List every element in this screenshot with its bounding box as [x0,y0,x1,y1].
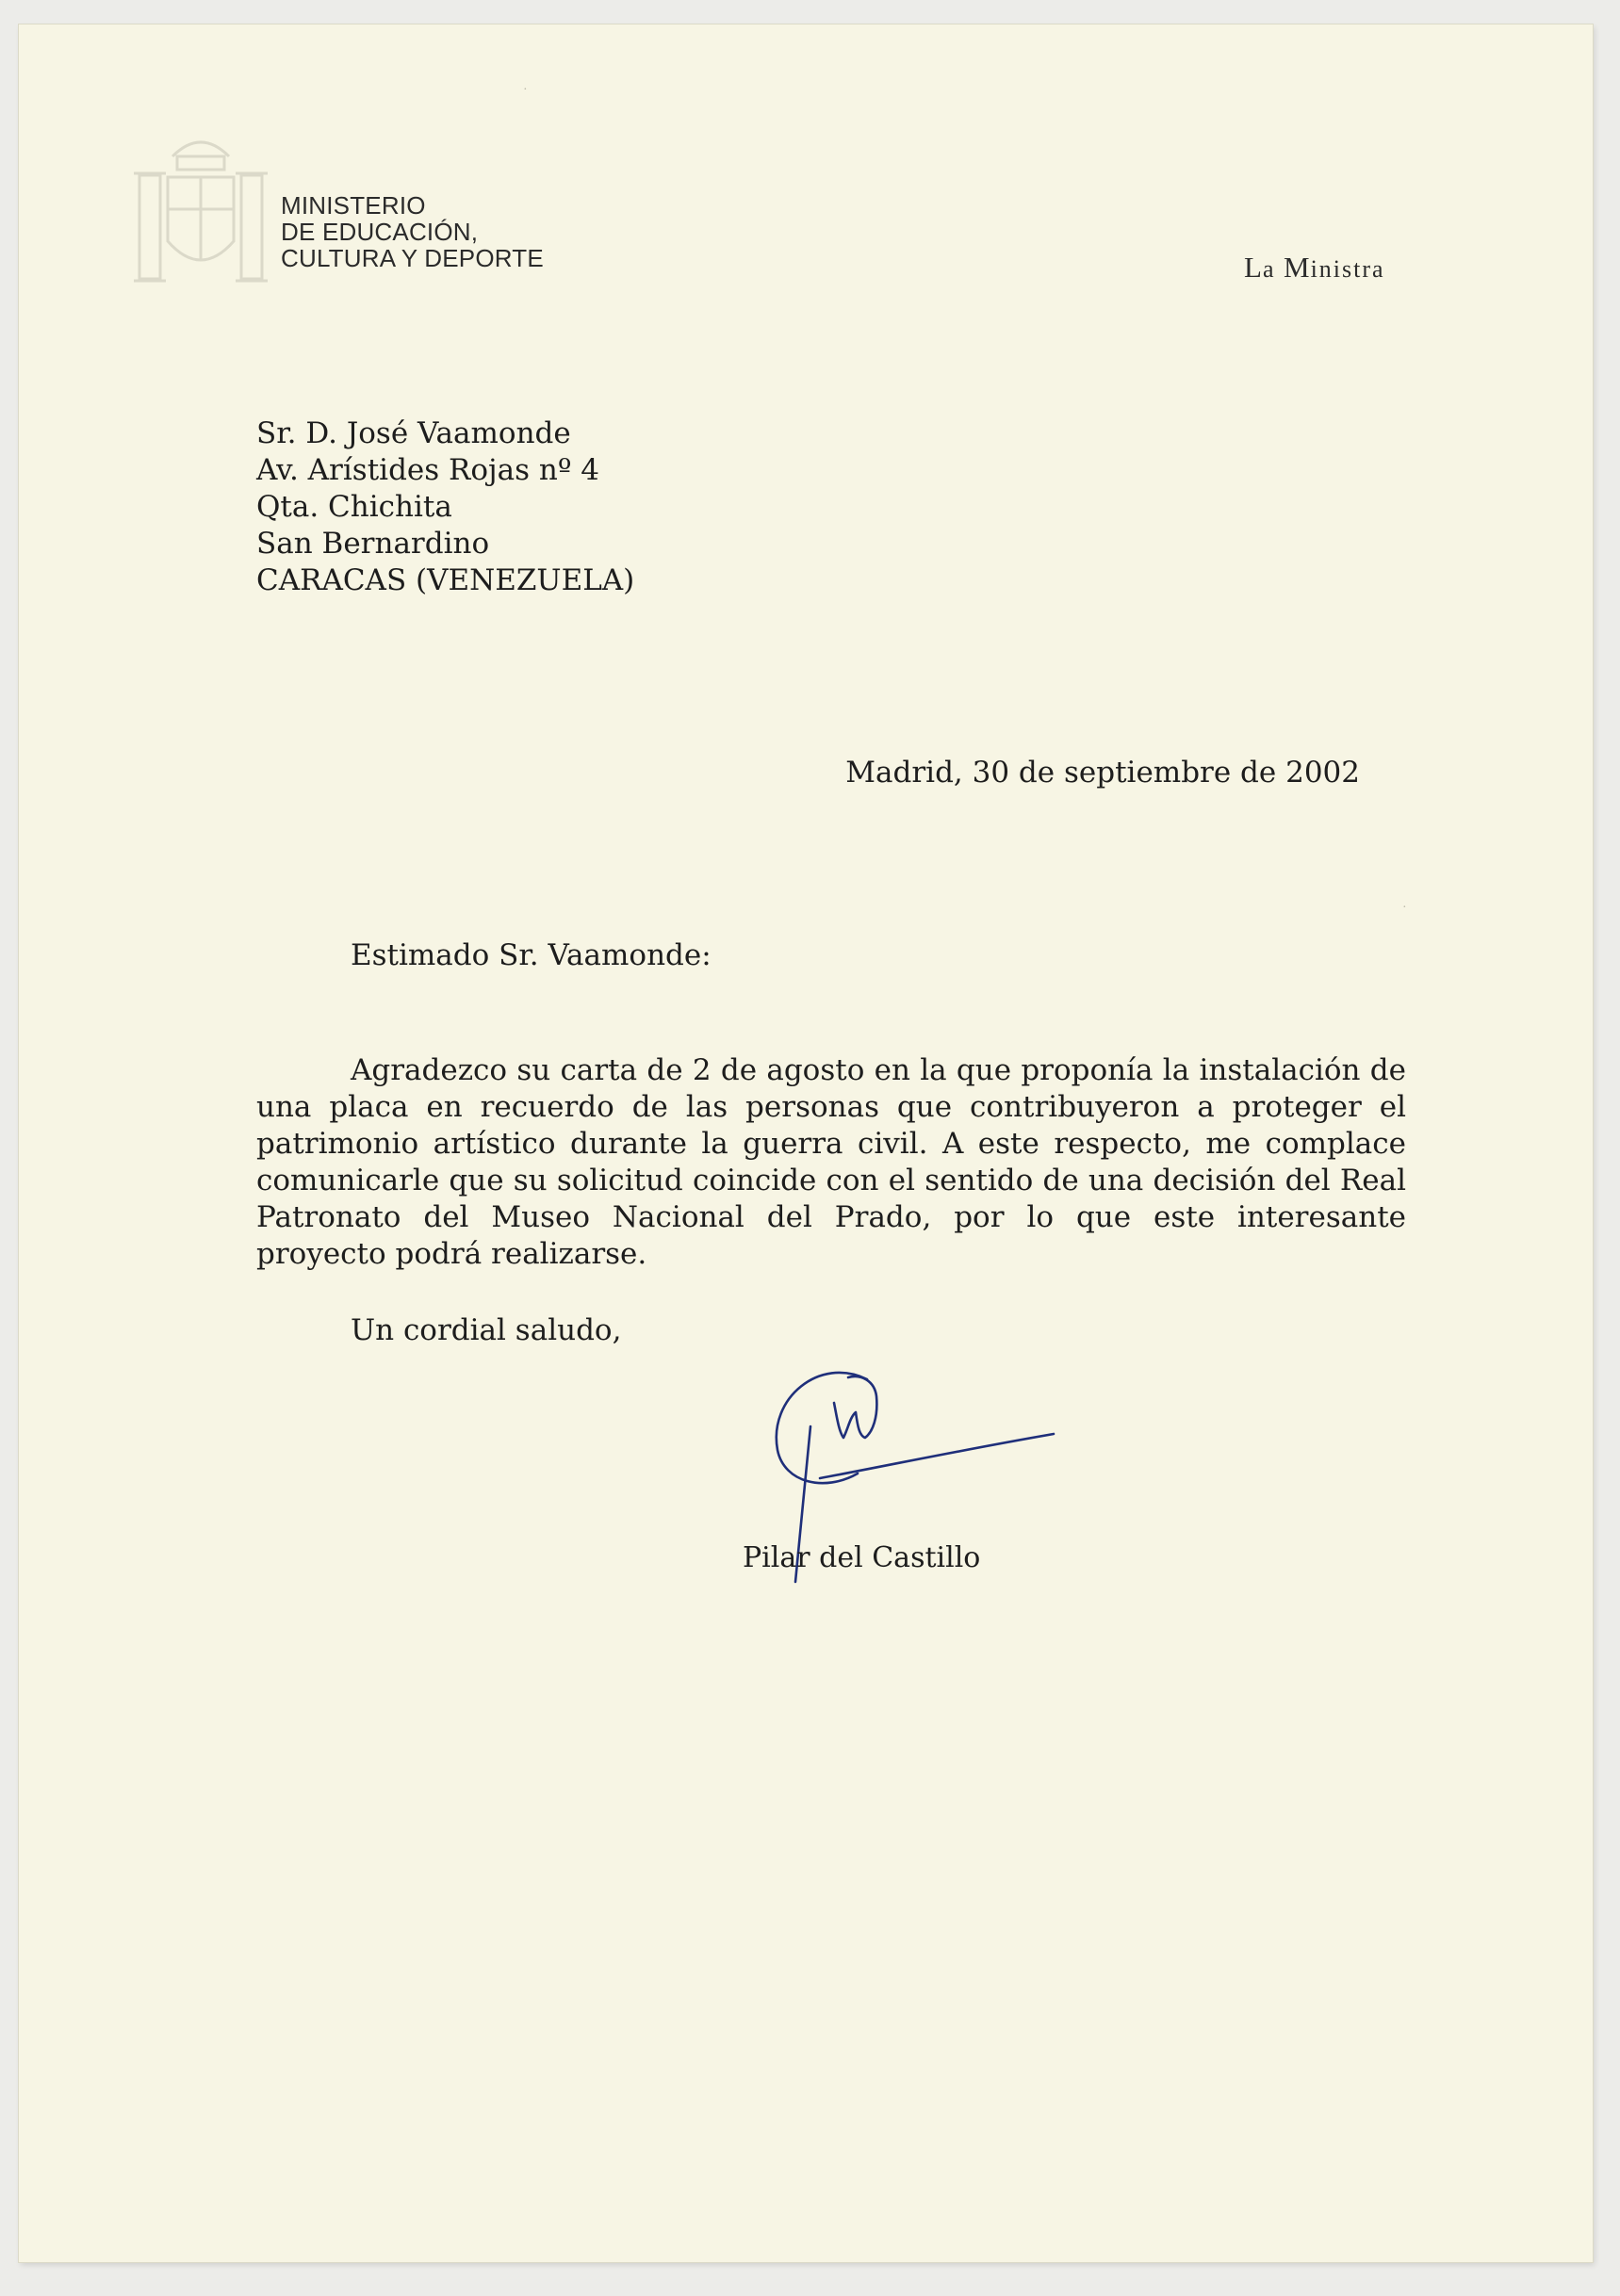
recipient-address [256,415,634,599]
recipient-building: Qta. Chichita [256,490,452,524]
office-title-rest-1: a [1262,255,1276,283]
office-title-initial-1: L [1244,251,1263,284]
coat-of-arms-emblem [121,119,281,298]
letter-sheet [19,24,1593,2262]
recipient-city: CARACAS (VENEZUELA) [256,563,635,597]
recipient-street: Av. Arístides Rojas nº 4 [256,453,600,487]
ministry-name [281,192,544,271]
date-line: Madrid, 30 de septiembre de 2002 [845,756,1360,790]
office-title-initial-2: M [1283,251,1311,284]
ministry-line-3: CULTURA Y DEPORTE [281,244,544,272]
closing: Un cordial saludo, [351,1313,622,1347]
ministry-line-2: DE EDUCACIÓN, [281,218,479,246]
office-title-rest-2: inistra [1310,255,1385,283]
paper-speck: · [1402,901,1407,915]
office-title [1244,251,1385,285]
paper-speck: · [523,83,528,97]
recipient-name: Sr. D. José Vaamonde [256,416,571,450]
recipient-district: San Bernardino [256,527,490,561]
body-paragraph: Agradezco su carta de 2 de agosto en la que proponía la instalación de una placa en recuerdo de las personas que contribuyeron a proteger el patrimonio artístico durante la guerra civil. A este respecto, me complace comunicarle que su solicitud coincide con el sentido de una decisión del Real Patronato del Museo Nacional del Prado, por lo que este interesante proyecto podrá realizarse. [256,1053,1406,1271]
signer-name: Pilar del Castillo [743,1541,981,1574]
ministry-line-1: MINISTERIO [281,191,426,220]
salutation: Estimado Sr. Vaamonde: [351,938,712,972]
